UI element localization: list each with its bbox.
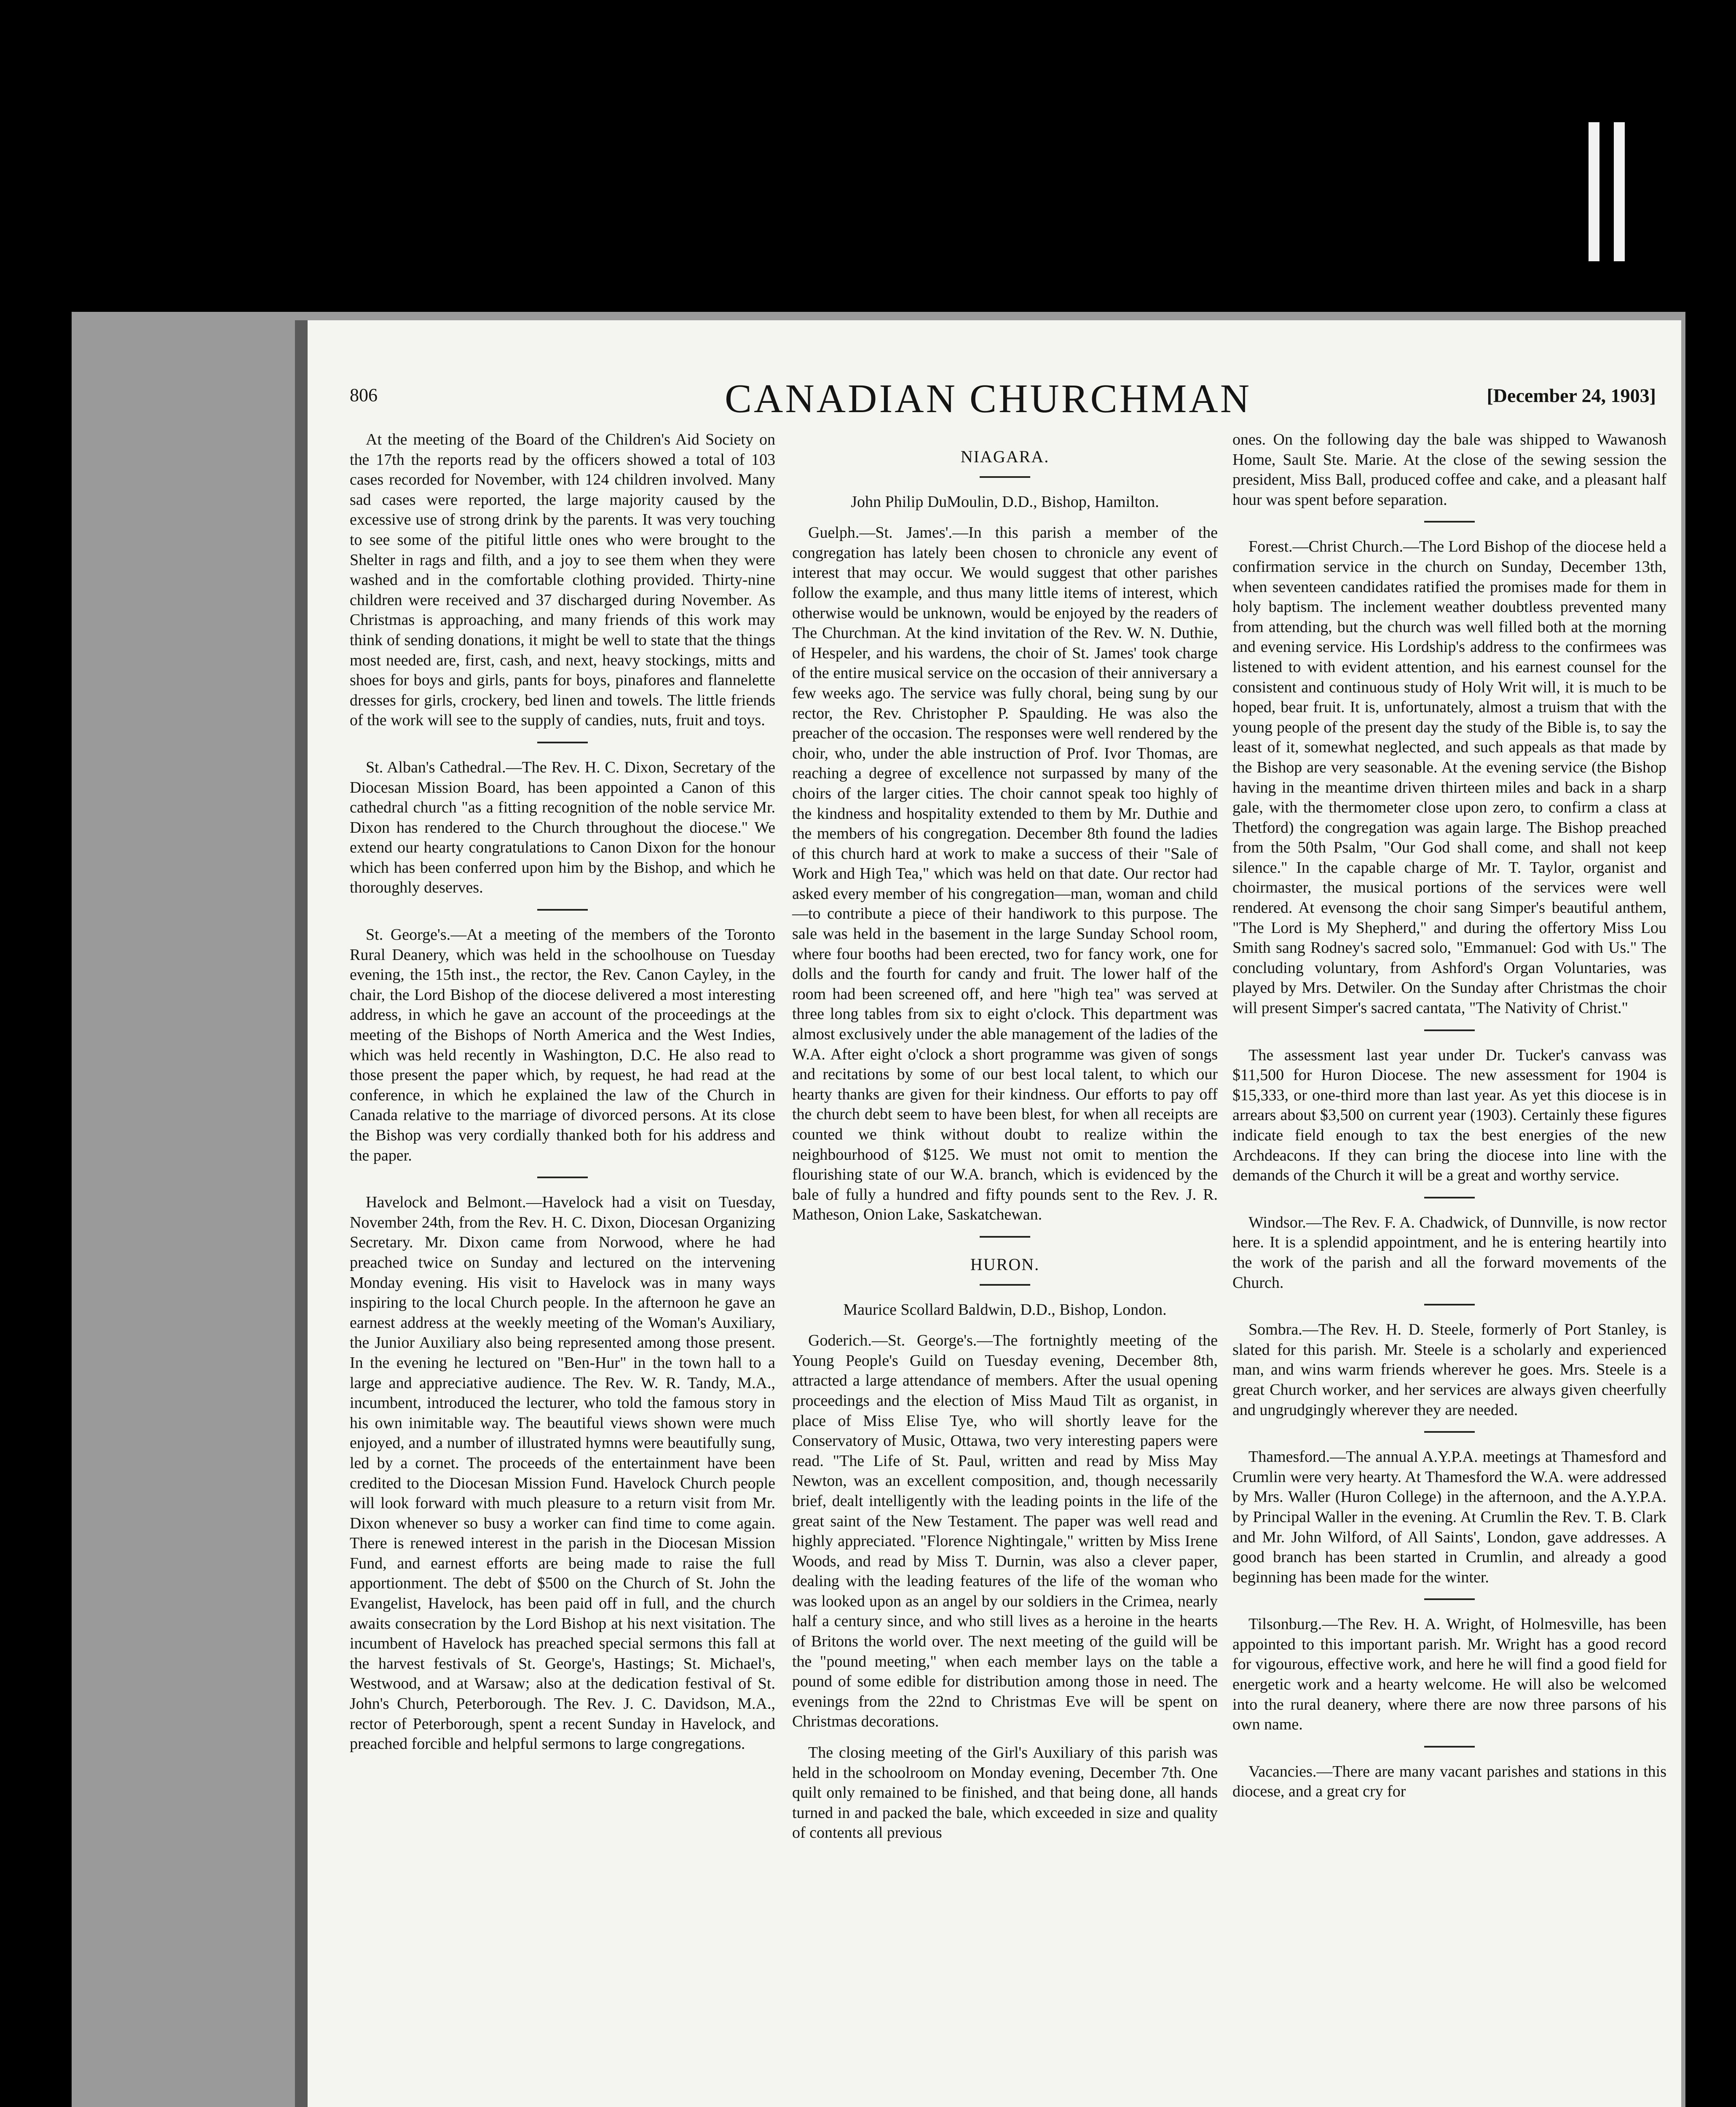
article-goderich: Goderich.—St. George's.—The fortnightly meeting of the Young People's Guild on Tuesday evening, December 8th, attracted a large attendance of members. After the usual opening proceedings and the election of Miss Maud Tilt as organist, in place of Miss Elise Tye, who will shortly leave for the Conservatory of Music, Ottawa, two very interesting papers were read. "The Life of St. Paul, written and read by Miss May Newton, was an excellent composition, and, though necessarily brief, dealt intelligently with the leading points in the life of the great saint of the New Testament. The paper was well read and highly appreciated. "Florence Nightingale," written by Miss Irene Woods, and read by Miss T. Durnin, was also a clever paper, dealing with the leading features of the life of the woman who was looked upon as an angel by our soldiers in the Crimea, nearly half a century since, and who still lives as a heroine in the hearts of Britons the world over. The next meeting of the guild will be the "pound meeting," when each member lays on the table a pound of some edible for distribution among those in need. The evenings from the 22nd to Christmas Eve will be spent on Christmas decorations.	[792, 1332, 1218, 1731]
column-3	[1232, 430, 1666, 1813]
article-assessment: The assessment last year under Dr. Tucker's canvass was $11,500 for Huron Diocese. The new assessment for 1904 is $15,333, or one-third more than last year. As yet this diocese is in arrears about $3,500 on current year (1903). Certainly these figures indicate field enough to tax the best energies of the new Archdeacons. If they can bring the diocese into line with the demands of the Church it will be a great and worthy service.	[1232, 1046, 1666, 1185]
section-rule	[1424, 1304, 1475, 1305]
article-st-albans: St. Alban's Cathedral.—The Rev. H. C. Dixon, Secretary of the Diocesan Mission Board, has been appointed a Canon of this cathedral church "as a fitting recognition of the noble service Mr. Dixon has rendered to the Church throughout the diocese." We extend our hearty congratulations to Canon Dixon for the honour which has been conferred upon him by the Bishop, and which he thoroughly deserves.	[350, 758, 775, 897]
article-havelock: Havelock and Belmont.—Havelock had a visit on Tuesday, November 24th, from the Rev. H. C. Dixon, Diocesan Organizing Secretary. Mr. Dixon came from Norwood, where he had preached twice on Sunday and lectured on the intervening Monday evening. His visit to Havelock was in many ways inspiring to the local Church people. In the afternoon he gave an earnest address at the weekly meeting of the Woman's Auxiliary, the Junior Auxiliary also being represented among those present. In the evening he lectured on "Ben-Hur" in the town hall to a large and appreciative audience. The Rev. W. R. Tandy, M.A., incumbent, introduced the lecturer, who told the famous story in his own inimitable way. The beautiful views shown were much enjoyed, and a number of illustrated hymns were beautifully sung, led by a cornet. The proceeds of the entertainment have been credited to the Diocesan Mission Fund. Havelock Church people will look forward with much pleasure to a return visit from Mr. Dixon whenever so busy a worker can find time to come again. There is renewed interest in the parish in the Diocesan Mission Fund, and earnest efforts are being made to raise the full apportionment. The debt of $500 on the Church of St. John the Evangelist, Havelock, has been paid off in full, and the church awaits consecration by the Lord Bishop at his next visitation. The incumbent of Havelock has preached special sermons this fall at the harvest festivals of St. George's, Hastings; St. Michael's, Westwood, and at Warsaw; also at the dedication festival of St. John's Church, Peterborough. The Rev. J. C. Davidson, M.A., rector of Peterborough, spent a recent Sunday in Havelock, and preached forcible and helpful sermons to large congregations.	[350, 1193, 775, 1753]
section-rule	[1424, 1746, 1475, 1748]
article-forest: Forest.—Christ Church.—The Lord Bishop of the diocese held a confirmation service in the church on Sunday, December 13th, when seventeen candidates ratified the promises made for them in holy baptism. The inclement weather doubtless prevented many from attending, but the church was well filled both at the morning and evening service. His Lordship's address to the confirmees was listened to with evident attention, and his earnest counsel for the consistent and continuous study of Holy Writ will, it is much to be hoped, bear fruit. It is, unfortunately, almost a truism that with the young people of the present day the study of the Bible is, to say the least of it, somewhat neglected, and such appeals as that made by the Bishop are very seasonable. At the evening service (the Bishop having in the meantime driven thirteen miles and back in a sharp gale, with the thermometer close upon zero, to confirm a class at Thetford) the congregation was again large. The Bishop preached from the 50th Psalm, "Our God shall come, and shall not keep silence." In the capable charge of Mr. T. Taylor, organist and choirmaster, the musical portions of the services were well rendered. At evensong the choir sang Simper's beautiful anthem, "The Lord is My Shepherd," and during the offertory Miss Lou Smith sang Rodney's sacred solo, "Emmanuel: God with Us." The concluding voluntary, from Ashford's Organ Voluntaries, was played by Mrs. Detwiler. On the Sunday after Christmas the choir will present Simper's sacred cantata, "The Nativity of Christ."	[1232, 538, 1666, 1017]
article-windsor: Windsor.—The Rev. F. A. Chadwick, of Dunnville, is now rector here. It is a splendid appointment, and he is entering heartily into the work of the parish and all the forward movements of the Church.	[1232, 1213, 1666, 1292]
section-rule	[537, 1177, 588, 1178]
diocese-heading-huron: HURON.	[970, 1255, 1040, 1274]
article-sombra: Sombra.—The Rev. H. D. Steele, formerly of Port Stanley, is slated for this parish. Mr. Steele is a scholarly and experienced man, and wins warm friends wherever he goes. Mrs. Steele is a great Church worker, and her services are always given cheerfully and ungrudgingly wherever they are needed.	[1232, 1321, 1666, 1419]
article-girls-auxiliary: The closing meeting of the Girl's Auxiliary of this parish was held in the schoolroom on Monday evening, December 7th. One quilt only remained to be finished, and that being done, all hands turned in and packed the bale, which exceeded in size and quality of contents all previous	[792, 1744, 1218, 1842]
article-childrens-aid: At the meeting of the Board of the Children's Aid Society on the 17th the reports read by the officers showed a total of 103 cases recorded for November, with 124 children involved. Many sad cases were reported, the large majority caused by the excessive use of strong drink by the parents. It was very touching to see some of the pitiful little ones who were brought to the Shelter in rags and filth, and a joy to see them when they were washed and in the comfortable clothing provided. Thirty-nine children were received and 37 discharged during November. As Christmas is approaching, and many friends of this work may think of sending donations, it might be well to state that the things most needed are, first, cash, and next, heavy stockings, mitts and shoes for boys and girls, pants for boys, pinafores and flannelette dresses for girls, crockery, bed linen and towels. The little friends of the work will see to the supply of candies, nuts, fruit and toys.	[350, 431, 775, 729]
article-tilsonburg: Tilsonburg.—The Rev. H. A. Wright, of Holmesville, has been appointed to this important parish. Mr. Wright has a good record for vigourous, effective work, and here he will find a good field for energetic work and a hearty welcome. He will also be welcomed into the rural deanery, where there are now three parsons of his own name.	[1232, 1615, 1666, 1734]
article-bale-continued: ones. On the following day the bale was shipped to Wawanosh Home, Sault Ste. Marie. At the close of the sewing session the president, Miss Ball, produced coffee and cake, and a pleasant half hour was spent before separation.	[1232, 431, 1666, 509]
article-vacancies: Vacancies.—There are many vacant parishes and stations in this diocese, and a great cry for	[1232, 1762, 1666, 1801]
section-rule	[1424, 1598, 1475, 1600]
article-guelph: Guelph.—St. James'.—In this parish a member of the congregation has lately been chosen to chronicle any event of interest that may occur. We would suggest that other parishes follow the example, and thus many little items of interest, which otherwise would be unknown, would be enjoyed by the readers of The Churchman. At the kind invitation of the Rev. W. N. Duthie, of Hespeler, and his wardens, the choir of St. James' took charge of the entire musical service on the occasion of their anniversary a few weeks ago. The service was fully choral, being sung by our rector, the Rev. Christopher P. Spaulding. He was also the preacher of the occasion. The responses were well rendered by the choir, who, under the able instruction of Prof. Ivor Thomas, are reaching a degree of excellence not surpassed by many of the choirs of the larger cities. The choir cannot speak too highly of the kindness and hospitality extended to them by Mr. Duthie and the members of his congregation. December 8th found the ladies of this church hard at work to make a success of their "Sale of Work and High Tea," which was held on that date. Our rector had asked every member of his congregation—man, woman and child—to contribute a piece of their handiwork to this purpose. The sale was held in the basement in the large Sunday School room, where four booths had been erected, two for fancy work, one for dolls and the fourth for candy and fruit. The lower half of the room had been screened off, and here "high tea" was served at three long tables from six to eight o'clock. This department was almost exclusively under the able management of the ladies of the W.A. After eight o'clock a short programme was given of songs and recitations by some of our best local talent, to which our hearty thanks are given for their kindness. Our efforts to pay off the church debt seem to have been blest, for when all receipts are counted we think without doubt to realize within the neighbourhood of $125. We must not omit to mention the flourishing state of our W.A. branch, which is evidenced by the bale of fully a hundred and fifty pounds sent to the Rev. J. R. Matheson, Onion Lake, Saskatchewan.	[792, 524, 1218, 1224]
bishop-line-huron: Maurice Scollard Baldwin, D.D., Bishop, London.	[843, 1300, 1167, 1319]
masthead-title: CANADIAN CHURCHMAN	[724, 376, 1252, 421]
section-rule	[1424, 1197, 1475, 1198]
article-thamesford: Thamesford.—The annual A.Y.P.A. meetings at Thamesford and Crumlin were very hearty. At Thamesford the W.A. were addressed by Mrs. Waller (Huron College) in the afternoon, and the A.Y.P.A. by Principal Waller in the evening. At Crumlin the Rev. T. B. Clark and Mr. John Wilford, of All Saints', London, gave addresses. A good branch has been started in Crumlin, and already a good beginning has been made for the winter.	[1232, 1448, 1666, 1586]
section-rule	[1424, 1029, 1475, 1031]
column-1	[350, 430, 775, 1765]
page-number: 806	[350, 385, 378, 405]
section-rule	[980, 1236, 1030, 1238]
section-rule	[1424, 521, 1475, 523]
scan-mark-top-left	[1589, 122, 1599, 261]
article-st-georges: St. George's.—At a meeting of the members of the Toronto Rural Deanery, which was held in the schoolhouse on Tuesday evening, the 15th inst., the rector, the Rev. Canon Cayley, in the chair, the Lord Bishop of the diocese delivered a most interesting address, in which he gave an account of the proceedings at the meeting of the Bishops of North America and the West Indies, which was held recently in Washington, D.C. He also read to those present the paper which, by request, he had read at the conference, in which he explained the law of the Church in Canada relative to the marriage of divorced persons. At its close the Bishop was very cordially thanked both for his address and the paper.	[350, 926, 775, 1164]
section-rule	[980, 1284, 1030, 1286]
section-rule	[537, 909, 588, 911]
diocese-heading-niagara: NIAGARA.	[960, 447, 1050, 466]
section-rule	[1424, 1431, 1475, 1433]
bishop-line-niagara: John Philip DuMoulin, D.D., Bishop, Hamilton.	[851, 493, 1159, 511]
section-rule	[537, 742, 588, 743]
newspaper-page	[295, 320, 1681, 2107]
page-binding-edge	[295, 320, 308, 2107]
section-rule	[980, 476, 1030, 478]
scan-mark-top-right	[1614, 122, 1625, 261]
issue-date: [December 24, 1903]	[1487, 385, 1656, 406]
page-header	[295, 375, 1681, 421]
column-2	[792, 430, 1218, 1854]
